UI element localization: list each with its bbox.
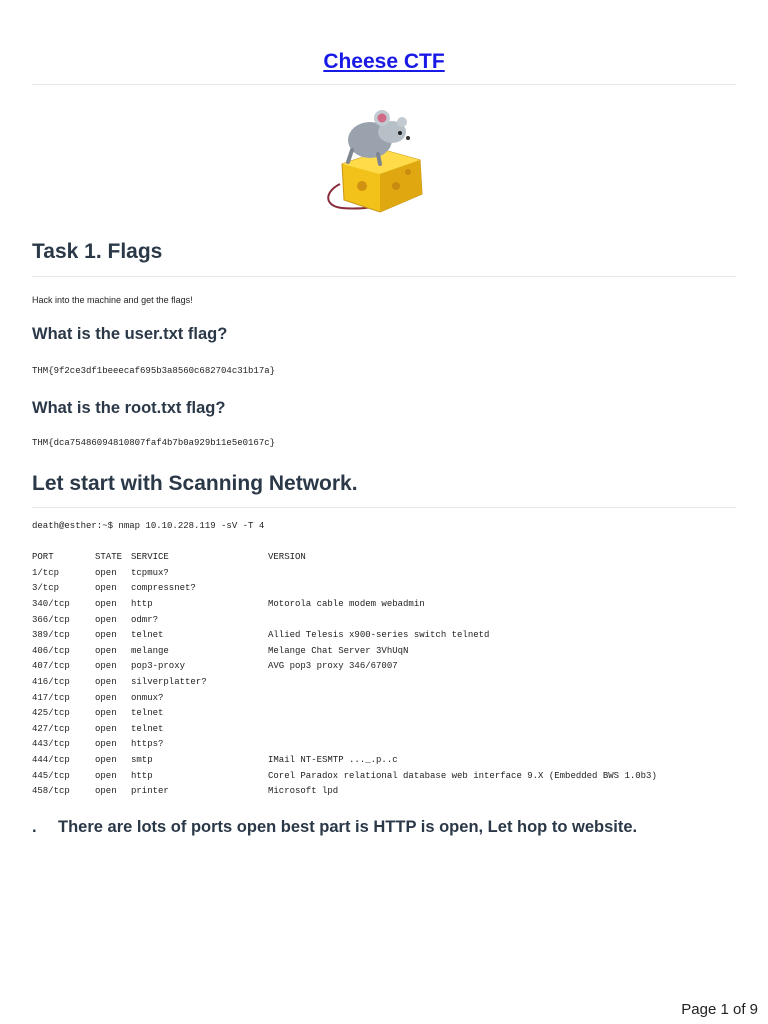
cell-state: open [95,754,117,765]
table-row [32,693,736,709]
table-row [32,661,736,677]
cell-version: Melange Chat Server 3VhUqN [268,645,409,656]
cell-version: AVG pop3 proxy 346/67007 [268,661,398,672]
divider [32,276,736,277]
cell-service: onmux? [131,692,164,703]
cell-state: open [95,598,117,609]
cell-port: 443/tcp [32,739,70,750]
rat-on-cheese-icon [322,102,442,218]
bullet-text: There are lots of ports open best part is HTTP is open, Let hop to website. [58,818,638,836]
command-text: death@esther:~$ nmap 10.10.228.119 -sV -T 4 [32,521,265,531]
cell-service: silverplatter? [131,676,207,687]
cell-state: open [95,567,117,578]
cell-port: 445/tcp [32,770,70,781]
cell-port: 407/tcp [32,661,70,672]
root-flag-question: What is the root.txt flag? [32,399,226,417]
cell-service: pop3-proxy [131,661,186,672]
cell-service: odmr? [131,614,159,625]
cell-service: melange [131,645,169,656]
cell-service: http [131,770,153,781]
cell-version: Microsoft lpd [268,786,339,797]
blank-line [32,537,736,553]
table-row [32,708,736,724]
cell-state: open [95,723,117,734]
cell-port: 340/tcp [32,598,70,609]
cell-service: printer [131,786,169,797]
cell-state: open [95,770,117,781]
table-row [32,771,736,787]
table-row [32,739,736,755]
cell-state: open [95,661,117,672]
header-version: VERSION [268,552,306,563]
cell-state: open [95,676,117,687]
cell-port: 425/tcp [32,708,70,719]
table-row [32,568,736,584]
cell-state: open [95,786,117,797]
table-row [32,677,736,693]
header-port: PORT [32,552,54,563]
intro-text: Hack into the machine and get the flags! [32,295,193,305]
table-header [32,552,736,568]
nmap-output [32,521,736,802]
cell-service: http [131,598,153,609]
cell-state: open [95,645,117,656]
task-heading: Task 1. Flags [32,240,163,263]
cell-version: IMail NT-ESMTP ..._.p..c [268,754,398,765]
cell-service: compressnet? [131,583,196,594]
cell-port: 389/tcp [32,630,70,641]
table-row [32,599,736,615]
cell-service: telnet [131,723,164,734]
cell-service: telnet [131,630,164,641]
cell-version: Corel Paradox relational database web interface 9.X (Embedded BWS 1.0b3) [268,770,657,781]
cell-service: smtp [131,754,153,765]
header-service: SERVICE [131,552,169,563]
cell-port: 458/tcp [32,786,70,797]
cell-version: Allied Telesis x900-series switch telnetd [268,630,490,641]
cell-state: open [95,583,117,594]
cell-port: 444/tcp [32,754,70,765]
scan-heading: Let start with Scanning Network. [32,472,358,495]
cell-port: 427/tcp [32,723,70,734]
cell-port: 1/tcp [32,567,60,578]
table-row [32,786,736,802]
cell-port: 3/tcp [32,583,60,594]
cell-service: tcpmux? [131,567,169,578]
command-line [32,521,736,537]
header-state: STATE [95,552,123,563]
divider [32,84,736,85]
cell-service: https? [131,739,164,750]
cell-state: open [95,630,117,641]
table-row [32,755,736,771]
cell-service: telnet [131,708,164,719]
cell-state: open [95,692,117,703]
root-flag-answer: THM{dca75486094810807faf4b7b0a929b11e5e0167c} [32,438,276,448]
page-title-link[interactable]: Cheese CTF [323,50,445,73]
table-row [32,724,736,740]
cell-state: open [95,708,117,719]
cell-state: open [95,614,117,625]
table-row [32,583,736,599]
bullet-marker: . [32,818,37,836]
cell-port: 366/tcp [32,614,70,625]
cell-port: 417/tcp [32,692,70,703]
user-flag-question: What is the user.txt flag? [32,325,228,343]
user-flag-answer: THM{9f2ce3df1beeecaf695b3a8560c682704c31b17a} [32,366,276,376]
port-rows [32,568,736,802]
cell-version: Motorola cable modem webadmin [268,598,425,609]
table-row [32,630,736,646]
cell-state: open [95,739,117,750]
divider [32,507,736,508]
table-row [32,646,736,662]
page-counter: Page 1 of 9 [681,1001,758,1018]
cell-port: 406/tcp [32,645,70,656]
table-row [32,615,736,631]
cell-port: 416/tcp [32,676,70,687]
